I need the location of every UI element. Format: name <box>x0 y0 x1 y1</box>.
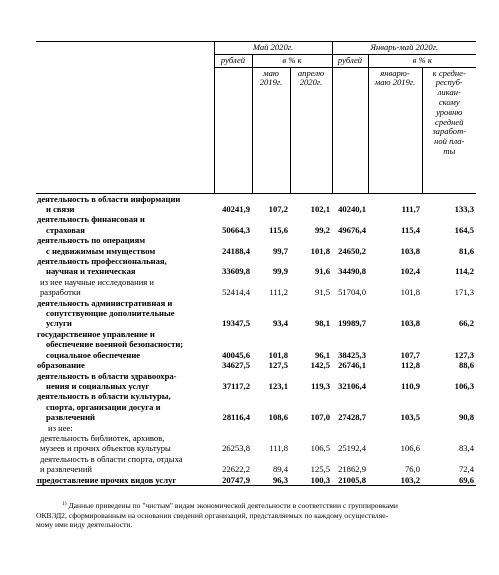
value-rubles-may: 19347,5 <box>222 318 250 329</box>
value-rubles-jan-may: 49676,4 <box>338 224 366 235</box>
table-row <box>36 277 476 298</box>
value-rubles-may: 20747,9 <box>214 475 252 486</box>
value-pct-jan-may-2019: 103,5 <box>400 412 420 423</box>
footnote-line-1 <box>36 501 476 511</box>
value-pct-avg-republic: 164,5 <box>454 224 474 235</box>
value-pct-april-2020: 91,6 <box>314 266 330 277</box>
row-label-line: деятельность в области спорта, отдыха <box>40 453 183 464</box>
value-pct-avg-republic: 171,3 <box>454 287 474 298</box>
value-pct-april-2020: 100,3 <box>290 475 332 486</box>
value-rubles-jan-may: 26746,1 <box>338 360 366 371</box>
row-label <box>36 277 214 298</box>
value-pct-april-2020: 96,1 <box>314 349 330 360</box>
value-pct-jan-may-2019: 107,7 <box>400 349 420 360</box>
value-rubles-may: 34627,5 <box>222 360 250 371</box>
value-pct-april-2020 <box>290 423 332 433</box>
value-rubles-may: 22622,2 <box>222 464 250 475</box>
row-label-line: государственное управление и <box>37 328 155 339</box>
value-pct-jan-may-2019: 76,0 <box>404 464 420 475</box>
value-pct-jan-may-2019: 102,4 <box>400 266 420 277</box>
row-label <box>36 371 214 392</box>
table-row <box>36 256 476 277</box>
table-row <box>36 423 476 433</box>
value-rubles-jan-may: 24650,2 <box>338 245 366 256</box>
value-pct-may-2019: 101,8 <box>268 349 288 360</box>
row-label <box>36 423 214 433</box>
row-label-line: деятельность в области здравоохра- <box>37 370 177 381</box>
value-pct-avg-republic: 81,6 <box>458 245 474 256</box>
value-pct-jan-may-2019: 103,8 <box>400 318 420 329</box>
header-april-2020 <box>290 67 332 193</box>
row-label-line: образование <box>37 360 85 371</box>
value-pct-jan-may-2019: 111,7 <box>401 204 420 214</box>
header-jan-may-2019 <box>368 67 422 193</box>
value-pct-avg-republic: 69,6 <box>422 475 476 486</box>
value-pct-april-2020: 107,0 <box>310 412 330 423</box>
header-avg-line: ты <box>443 145 456 156</box>
table-row <box>36 235 476 256</box>
header-avg-line: скому <box>438 96 460 107</box>
table-header <box>36 42 476 194</box>
value-pct-april-2020: 91,5 <box>314 287 330 298</box>
footnote-mark: 1) <box>62 501 67 507</box>
row-label <box>36 454 214 475</box>
value-pct-april-2020: 142,5 <box>310 360 330 371</box>
row-label <box>36 256 214 277</box>
header-avg-republic-level <box>422 67 476 193</box>
value-pct-may-2019: 89,4 <box>272 464 288 475</box>
header-pct-jan-may: в % к <box>368 54 476 67</box>
row-label-line: деятельность в области культуры, <box>37 391 171 402</box>
table-row <box>36 214 476 235</box>
value-pct-jan-may-2019: 101,8 <box>400 287 420 298</box>
table-row <box>36 433 476 454</box>
footnote-line-2: ОКВЭД2, сформированным на основании сведений организаций, представляемых по каждому осуществляе- <box>36 510 389 520</box>
value-rubles-may: 40241,9 <box>222 204 250 214</box>
value-rubles-jan-may: 32106,4 <box>338 380 366 391</box>
header-avg-line: к средне- <box>432 67 466 78</box>
table-row <box>36 391 476 422</box>
row-label-line: и связи <box>46 204 75 214</box>
value-rubles-may: 50664,3 <box>222 224 250 235</box>
row-label <box>36 433 214 454</box>
value-pct-avg-republic: 114,2 <box>455 266 474 277</box>
row-label-line: разработки <box>40 287 81 298</box>
value-pct-may-2019: 93,4 <box>272 318 288 329</box>
value-pct-avg-republic <box>422 423 476 433</box>
value-pct-jan-may-2019: 112,8 <box>401 360 420 371</box>
row-label-line: музеев и прочих объектов культуры <box>40 443 171 454</box>
value-pct-april-2020: 99,2 <box>314 224 330 235</box>
value-pct-april-2020: 119,3 <box>311 380 330 391</box>
value-pct-may-2019: 111,2 <box>269 287 288 298</box>
row-label-line: сопутствующие дополнительные <box>46 308 175 319</box>
table-row <box>36 193 476 214</box>
header-jan-may-2020: Январь-май 2020г. <box>332 42 476 55</box>
row-label <box>36 329 214 360</box>
header-avg-line: респуб- <box>435 77 463 88</box>
value-rubles-jan-may: 51704,0 <box>338 287 366 298</box>
value-pct-jan-may-2019: 103,8 <box>400 245 420 256</box>
row-label-line: деятельность профессиональная, <box>37 256 167 267</box>
header-avg-line: заработ- <box>432 126 467 137</box>
wage-statistics-table <box>36 41 476 486</box>
value-rubles-jan-may: 34490,8 <box>338 266 366 277</box>
row-label-line: из нее научные исследования и <box>40 276 154 287</box>
value-rubles-jan-may: 19989,7 <box>338 318 366 329</box>
row-label-line: из нее: <box>48 422 73 433</box>
value-rubles-jan-may <box>332 423 368 433</box>
table-row <box>36 298 476 329</box>
value-pct-may-2019: 108,6 <box>268 412 288 423</box>
value-pct-may-2019: 123,1 <box>268 380 288 391</box>
value-pct-jan-may-2019: 103,2 <box>368 475 422 486</box>
header-april-2020-line1: апрелю <box>297 67 325 78</box>
header-corner <box>36 42 214 194</box>
value-rubles-may: 26253,8 <box>222 443 250 454</box>
value-rubles-jan-may: 21862,9 <box>338 464 366 475</box>
row-label <box>36 214 214 235</box>
value-pct-avg-republic: 133,3 <box>454 204 474 214</box>
header-may-2019 <box>252 67 290 193</box>
row-label-line: развлечений <box>46 412 95 423</box>
row-label-line: услуги <box>46 318 72 329</box>
header-rubles-jan-may: рублей <box>332 54 368 67</box>
row-label-line: спорта, организации досуга и <box>46 401 161 412</box>
value-pct-may-2019: 99,7 <box>272 245 288 256</box>
table-row <box>36 329 476 360</box>
header-avg-line: средней <box>435 116 464 127</box>
footnote-text-1: Данные приведены по "чистым" видам экономической деятельности в соответствии с группировками <box>68 501 398 510</box>
value-rubles-may: 40045,6 <box>222 349 250 360</box>
table-row <box>36 475 476 486</box>
value-pct-may-2019: 111,8 <box>269 443 288 454</box>
header-pct-may: в % к <box>252 54 332 67</box>
row-label-line: деятельность административная и <box>37 297 173 308</box>
table-body <box>36 193 476 485</box>
header-may-2019-line1: маю <box>263 67 279 78</box>
header-avg-line: ликан- <box>437 87 461 98</box>
row-label <box>36 391 214 422</box>
value-rubles-may: 52414,4 <box>222 287 250 298</box>
value-pct-may-2019 <box>252 423 290 433</box>
row-label <box>36 235 214 256</box>
row-label-line: социальное обеспечение <box>46 349 141 360</box>
row-label <box>36 475 214 486</box>
row-label-line: предоставление прочих видов услуг <box>37 474 177 485</box>
row-label-line: деятельность библиотек, архивов, <box>40 432 165 443</box>
row-label <box>36 193 214 214</box>
header-avg-line: ной пла- <box>434 136 465 147</box>
value-pct-avg-republic: 88,6 <box>458 360 474 371</box>
value-rubles-jan-may: 40240,1 <box>338 204 366 214</box>
value-rubles-may: 37117,2 <box>222 380 250 391</box>
value-pct-avg-republic: 127,3 <box>454 349 474 360</box>
value-pct-april-2020: 106,5 <box>310 443 330 454</box>
value-pct-may-2019: 127,5 <box>268 360 288 371</box>
value-pct-april-2020: 125,5 <box>310 464 330 475</box>
row-label-line: деятельность по операциям <box>37 235 146 246</box>
header-empty-rubles-jan-may <box>332 67 368 193</box>
row-label-line: и развлечений <box>40 464 93 475</box>
value-pct-april-2020: 101,8 <box>310 245 330 256</box>
table-row <box>36 371 476 392</box>
value-pct-april-2020: 102,1 <box>310 204 330 214</box>
header-empty-rubles-may <box>214 67 252 193</box>
value-pct-avg-republic: 90,8 <box>458 412 474 423</box>
value-pct-may-2019: 107,2 <box>268 204 288 214</box>
value-pct-jan-may-2019: 115,4 <box>401 224 420 235</box>
value-pct-avg-republic: 66,2 <box>458 318 474 329</box>
row-label-line: страховая <box>46 224 85 235</box>
value-rubles-may: 28116,4 <box>222 412 250 423</box>
row-label-line: деятельность финансовая и <box>37 214 145 225</box>
header-may-2020: Май 2020г. <box>214 42 332 55</box>
value-rubles-jan-may: 27428,7 <box>338 412 366 423</box>
value-pct-april-2020: 98,1 <box>314 318 330 329</box>
row-label-line: научная и техническая <box>46 266 136 277</box>
value-pct-may-2019: 115,6 <box>269 224 288 235</box>
table-row <box>36 360 476 370</box>
table-row <box>36 454 476 475</box>
row-label-line: с недвижимым имуществом <box>46 245 156 256</box>
value-rubles-may: 33609,8 <box>222 266 250 277</box>
value-pct-avg-republic: 106,3 <box>454 380 474 391</box>
header-jan-may-2019-line1: январю- <box>380 67 410 78</box>
header-april-2020-line2: 2020г. <box>299 77 323 88</box>
header-may-2019-line2: 2019г. <box>259 77 283 88</box>
row-label-line: деятельность в области информации <box>37 193 181 204</box>
value-rubles-may <box>214 423 252 433</box>
row-label <box>36 360 214 370</box>
value-rubles-jan-may: 25192,4 <box>338 443 366 454</box>
value-pct-jan-may-2019: 110,9 <box>401 380 420 391</box>
value-rubles-jan-may: 38425,3 <box>338 349 366 360</box>
row-label-line: нения и социальных услуг <box>46 380 150 391</box>
value-pct-may-2019: 99,9 <box>272 266 288 277</box>
value-pct-jan-may-2019: 106,6 <box>400 443 420 454</box>
header-jan-may-2019-line2: маю 2019г. <box>374 77 416 88</box>
row-label <box>36 298 214 329</box>
value-pct-avg-republic: 72,4 <box>458 464 474 475</box>
value-rubles-jan-may: 21005,8 <box>332 475 368 486</box>
row-label-line: обеспечение военной безопасности; <box>46 339 184 350</box>
footnote-line-3: мому ими виду деятельности. <box>36 520 133 530</box>
value-pct-may-2019: 96,3 <box>252 475 290 486</box>
footnote <box>36 501 476 530</box>
header-avg-line: уровню <box>436 106 463 117</box>
value-pct-avg-republic: 83,4 <box>458 443 474 454</box>
header-rubles-may: рублей <box>214 54 252 67</box>
value-rubles-may: 24188,4 <box>222 245 250 256</box>
value-pct-jan-may-2019 <box>368 423 422 433</box>
